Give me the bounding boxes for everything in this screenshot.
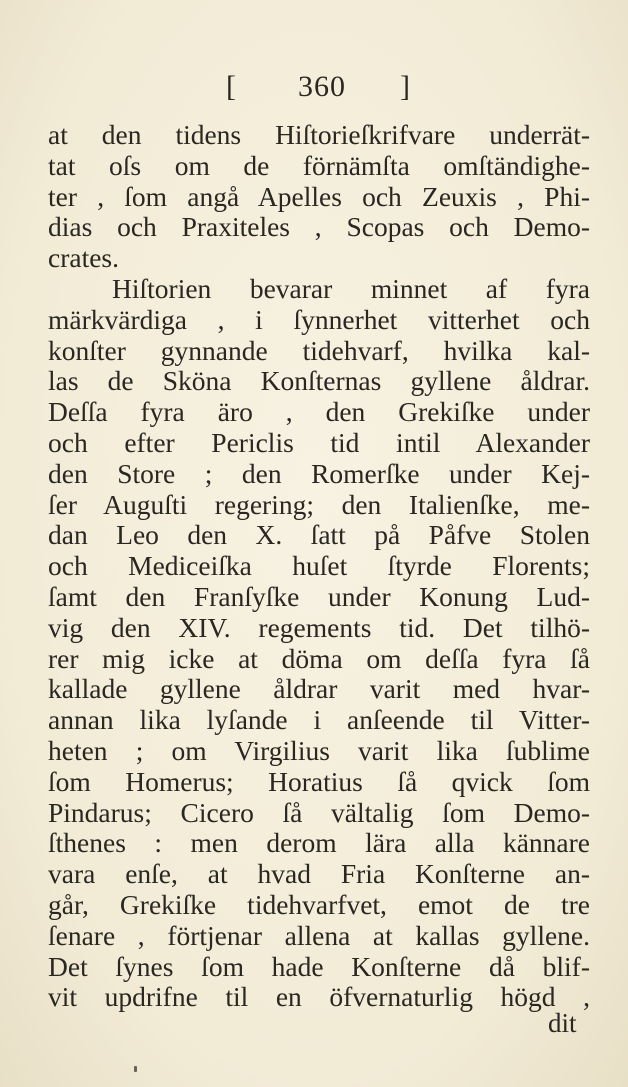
text-line: märkvärdiga , i ſynnerhet vitterhet och [48,303,590,335]
text-line: dias och Praxiteles , Scopas och Demo- [48,211,590,243]
text-line: går, Grekiſke tidehvarfvet, emot de tre [48,888,590,920]
text-line: Deſſa fyra äro , den Grekiſke under [48,396,590,428]
text-line: ſer Auguſti regering; den Italienſke, me- [48,488,590,520]
text-line: vig den XIV. regements tid. Det tilhö- [48,611,590,643]
text-line: dan Leo den X. ſatt på Påfve Stolen [48,519,590,551]
text-line: konſter gynnande tidehvarf, hvilka kal- [48,334,590,366]
text-line: ſenare , förtjenar allena at kallas gyllene. [48,919,590,951]
text-line: vit updrifne til en öfvernaturlig högd , [48,981,590,1013]
text-line: och Mediceiſka huſet ſtyrde Florents; [48,550,590,582]
paper-speck [134,1066,137,1072]
text-line: las de Sköna Konſternas gyllene åldrar. [48,365,590,397]
text-line: Hiſtorien bevarar minnet af fyra [112,272,590,304]
text-line: ſom Homerus; Horatius ſå qvick ſom [48,765,590,797]
text-line: annan lika lyſande i anſeende til Vitter- [48,704,590,736]
page-header [0,70,628,110]
body-text [48,120,590,1013]
text-line: tat oſs om de förnämſta omſtändighe- [48,149,590,181]
text-line: ter , ſom angå Apelles och Zeuxis , Phi- [48,180,590,212]
text-line: heten ; om Virgilius varit lika ſublime [48,734,590,766]
text-line: ſamt den Franſyſke under Konung Lud- [48,580,590,612]
text-line: rer mig icke at döma om deſſa fyra ſå [48,642,590,674]
text-line: at den tidens Hiſtorieſkrifvare underrät- [48,119,590,150]
text-line: och efter Periclis tid intil Alexander [48,426,590,458]
text-line: vara enſe, at hvad Fria Konſterne an- [48,858,590,890]
text-line: den Store ; den Romerſke under Kej- [48,457,590,489]
header-bracket-right: ] [400,70,410,103]
page-number: 360 [298,70,346,103]
text-line: crates. [48,242,119,274]
text-line: ſthenes : men derom lära alla kännare [48,827,590,859]
text-line: Det ſynes ſom hade Konſterne då blif- [48,950,590,982]
text-line: Pindarus; Cicero ſå vältalig ſom Demo- [48,796,590,828]
catchword: dit [548,1008,577,1038]
header-bracket-left: [ [226,70,236,103]
text-line: kallade gyllene åldrar varit med hvar- [48,673,590,705]
